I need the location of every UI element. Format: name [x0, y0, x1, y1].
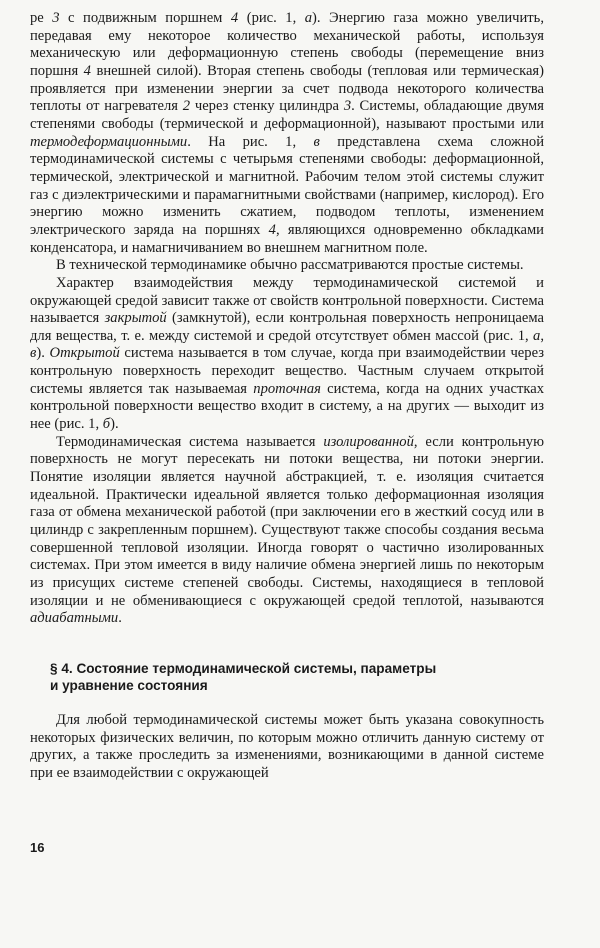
term-flow: проточная	[253, 380, 321, 397]
section-heading-line-2: и уравнение состояния	[50, 677, 208, 693]
interaction-paragraph: Характер взаимодействия между термодинамической системой и окружающей средой зависит также от свойств контрольной поверхности. Система называется закрытой (замкнутой), если контрольная поверхность непроницаема для вещества, т. е. между системой и средой отсутствует обмен массой (рис. 1, а, в). Открытой система называется в том случае, когда при взаимодействии через контрольную поверхность переходит вещество. Частным случаем открытой системы является так называемая проточная система, когда на одних участках контрольной поверхности вещество входит в систему, а на других — выходит из нее (рис. 1, б).	[30, 274, 545, 433]
isolated-system-paragraph: Термодинамическая система называется изолированной, если контрольную поверхность не могут пересекать ни потоки вещества, ни потоки энергии. Понятие изоляции является научной абстракцией, т. е. изоляция считается идеальной. Практически идеальной является только деформационная изоляция газа от обмена механической работой (при заключении его в жесткий сосуд или в цилиндр с закрепленным поршнем). Существуют также способы создания весьма совершенной тепловой изоляции. Иногда говорят о частично изолированных системах. При этом имеется в виду наличие обмена энергией лишь по некоторым из присущих системе степеней свободы. Системы, находящиеся в тепловой изоляции и не обменивающиеся с окружающей средой теплотой, называются адиабатными.	[30, 433, 544, 627]
closing-paragraph: Для любой термодинамической системы может быть указана совокупность некоторых физических величин, по которым можно отличить данную систему от других, а также проследить за изменениями, возникающими в данной системе при ее взаимодействии с окружающей	[30, 711, 544, 781]
page-number: 16	[30, 840, 45, 855]
intro-paragraph: ре 3 с подвижным поршнем 4 (рис. 1, а). Энергию газа можно увеличить, передавая ему некоторое количество механической работы, используя механическую или деформационную степень свободы (перемещение вниз поршня 4 внешней силой). Вторая степень свободы (тепловая или термическая) проявляется при изменении энергии за счет подвода некоторого количества теплоты от нагревателя 2 через стенку цилиндра 3. Системы, обладающие двумя степенями свободы (термической и деформационной), называют простыми или термодеформационными. На рис. 1, в представлена схема сложной термодинамической системы с четырьмя степенями свободы: деформационной, термической, электрической и магнитной. Рабочим телом этой системы служит газ с диэлектрическими и парамагнитными свойствами (например, кислород). Его энергию можно изменить сжатием, подводом теплоты, изменением электрического заряда на поршнях 4, являющихся одновременно обкладками конденсатора, и намагничиванием во внешнем магнитном поле.	[30, 10, 545, 256]
term-isolated: изолированной	[323, 433, 414, 450]
section-heading-line-1: § 4. Состояние термодинамической системы, параметры	[50, 660, 437, 676]
term-thermodeformational: термодеформационными	[30, 133, 188, 150]
section-heading	[50, 660, 544, 694]
term-adiabatic: адиабатными	[30, 610, 119, 627]
term-closed: закрытой	[104, 310, 167, 327]
term-open: Открытой	[49, 345, 120, 362]
technical-thermodynamics-paragraph: В технической термодинамике обычно рассматриваются простые системы.	[56, 257, 524, 274]
